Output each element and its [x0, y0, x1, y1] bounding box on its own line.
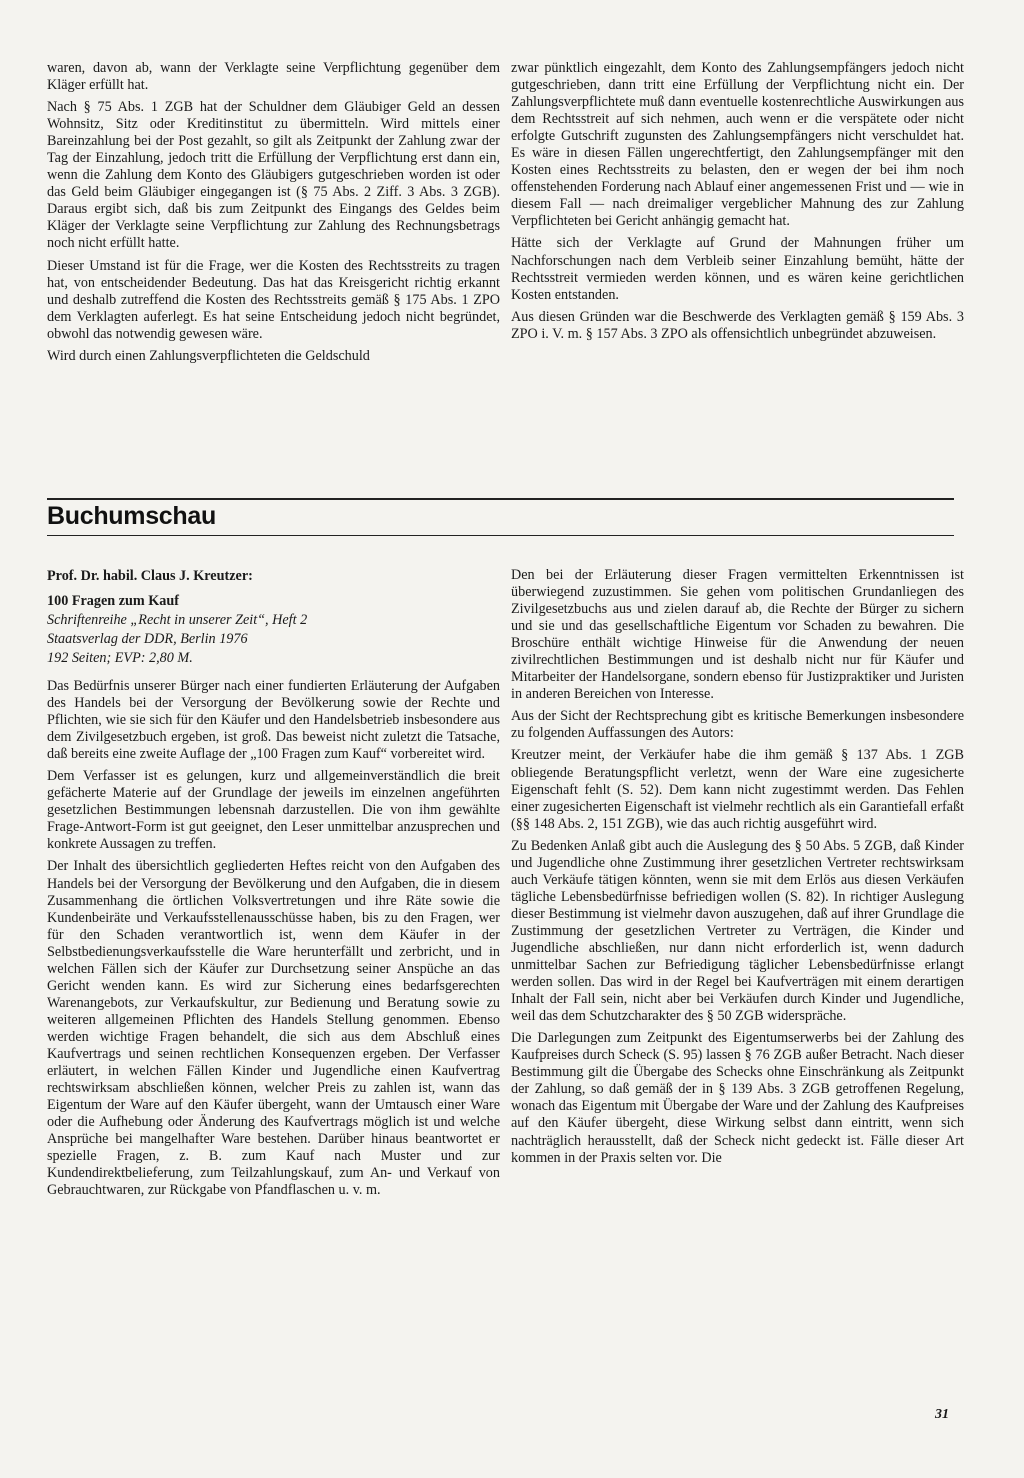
- paragraph: Aus der Sicht der Rechtsprechung gibt es kritische Bemerkungen insbesondere zu folgenden Auffassungen des Autors:: [511, 708, 964, 742]
- review-right-column: [511, 567, 964, 1172]
- page-number: 31: [935, 1407, 949, 1422]
- book-series: Schriftenreihe „Recht in unserer Zeit“, Heft 2: [47, 612, 308, 628]
- section-title: Buchumschau: [47, 502, 216, 530]
- paragraph: Kreutzer meint, der Verkäufer habe die ihm gemäß § 137 Abs. 1 ZGB obliegende Beratungspflicht verletzt, wenn der Ware eine zugesicherte Eigenschaft fehlt (S. 52). Dem kann nicht zugestimmt werden. Das Fehlen einer zugesicherten Eigenschaft ist vielmehr rechtlich als ein Garantiefall erfaßt (§§ 148 Abs. 2, 151 ZGB), wie das auch richtig ausgeführt wird.: [511, 747, 964, 832]
- section-rule-bottom: [47, 535, 954, 536]
- review-left-column: [47, 567, 500, 1204]
- paragraph: Den bei der Erläuterung dieser Fragen vermittelten Erkenntnissen ist überwiegend zuzustimmen. Sie gehen vom politischen Grundanliegen des Zivilgesetzbuchs aus und zielen darauf ab, die Rechte der Bürger zu sichern und sie und das gesellschaftliche Eigentum vor Schaden zu bewahren. Die Broschüre enthält wichtige Hinweise für die Anwendung der neuen zivilrechtlichen Bestimmungen und ist deshalb nicht nur für Käufer und Mitarbeiter der Handelsorgane, sondern ebenso für Justizpraktiker und Juristen in anderen Bereichen von Interesse.: [511, 567, 964, 703]
- paragraph: Das Bedürfnis unserer Bürger nach einer fundierten Erläuterung der Aufgaben des Handels bei der Versorgung der Bevölkerung sowie der Rechte und Pflichten, wie sie sich für den Käufer und den Handelsbetrieb insbesondere aus dem Zivilgesetzbuch ergeben, ist groß. Das beweist nicht zuletzt die Tatsache, daß bereits eine zweite Auflage der „100 Fragen zum Kauf“ vorbereitet wird.: [47, 678, 500, 763]
- book-pages-price: 192 Seiten; EVP: 2,80 M.: [47, 650, 193, 666]
- paragraph: waren, davon ab, wann der Verklagte seine Verpflichtung gegenüber dem Kläger erfüllt hat.: [47, 60, 500, 94]
- paragraph: Wird durch einen Zahlungsverpflichteten die Geldschuld: [47, 347, 370, 364]
- paragraph: Nach § 75 Abs. 1 ZGB hat der Schuldner dem Gläubiger Geld an dessen Wohnsitz, Sitz oder Kreditinstitut zu übermitteln. Wird mittels einer Bareinzahlung bei der Post gezahlt, so gilt als Zeitpunkt der Zahlung zwar der Tag der Einzahlung, jedoch tritt die Erfüllung der Verpflichtung erst dann ein, wenn die Zahlung dem Konto des Gläubigers gutgeschrieben worden ist oder das Geld beim Gläubiger eingegangen ist (§ 75 Abs. 2 Ziff. 3 Abs. 3 ZGB). Daraus ergibt sich, daß bis zum Zeitpunkt des Eingangs des Geldes beim Kläger der Verklagte seine Verpflichtung zur Zahlung des Rechnungsbetrags noch nicht erfüllt hatte.: [47, 99, 500, 252]
- top-right-column: [511, 60, 964, 348]
- book-publisher: Staatsverlag der DDR, Berlin 1976: [47, 631, 248, 647]
- paragraph: zwar pünktlich eingezahlt, dem Konto des Zahlungsempfängers jedoch nicht gutgeschrieben, dann tritt eine Erfüllung der Verpflichtung nicht ein. Der Zahlungsverpflichtete muß dann eventuelle kostenrechtliche Auswirkungen aus dem Rechtsstreit auf sich nehmen, auch wenn er die verspätete oder nicht erfolgte Gutschrift zugunsten des Zahlungsempfängers nicht verschuldet hat. Es wäre in diesen Fällen ungerechtfertigt, den Zahlungsempfänger mit den Kosten eines Rechtsstreits zu belasten, den er wegen der bei ihm noch offenstehenden Forderung nach Ablauf einer angemessenen Frist und — wie in diesem Fall — nach dreimaliger vergeblicher Mahnung des zur Zahlung Verpflichteten bei Gericht anhängig gemacht hat.: [511, 60, 964, 230]
- top-left-column: [47, 60, 500, 370]
- review-header: [47, 567, 500, 668]
- paragraph: Hätte sich der Verklagte auf Grund der Mahnungen früher um Nachforschungen nach dem Verbleib seiner Einzahlung bemüht, hätte der Rechtsstreit vermieden werden können, und es wären keine gerichtlichen Kosten entstanden.: [511, 235, 964, 303]
- section-rule-top: [47, 498, 954, 500]
- review-author: Prof. Dr. habil. Claus J. Kreutzer:: [47, 568, 253, 584]
- paragraph: Zu Bedenken Anlaß gibt auch die Auslegung des § 50 Abs. 5 ZGB, daß Kinder und Jugendliche ohne Zustimmung ihrer gesetzlichen Vertreter rechtswirksam auch Verkäufe tätigen könnten, wenn sie mit dem Erlös aus diesen Verkäufen tägliche Lebensbedürfnisse befriedigen wollen (S. 82). In richtiger Auslegung dieser Bestimmung ist vielmehr davon auszugehen, daß auf ihrer Grundlage die Zustimmung der gesetzlichen Vertreter zu Verträgen, die Kinder und Jugendliche abschließen, nur dann nicht erforderlich ist, wenn dadurch unmittelbar Sachen zur Befriedigung täglicher Lebensbedürfnisse erlangt werden sollen. Das wird in der Regel bei Kaufverträgen mit einem derartigen Inhalt der Fall sein, nicht aber bei Verkäufen durch Kinder und Jugendliche, weil das dem Schutzcharakter des § 50 ZGB widerspräche.: [511, 837, 964, 1025]
- paragraph: Dem Verfasser ist es gelungen, kurz und allgemeinverständlich die breit gefächerte Materie auf der Grundlage der jeweils im einzelnen angeführten gesetzlichen Bestimmungen lebensnah darzustellen. Die von ihm gewählte Frage-Antwort-Form ist gut geeignet, den Leser unmittelbar anzusprechen und konkrete Aussagen zu treffen.: [47, 768, 500, 853]
- paragraph: Dieser Umstand ist für die Frage, wer die Kosten des Rechtsstreits zu tragen hat, von entscheidender Bedeutung. Das hat das Kreisgericht richtig erkannt und deshalb zutreffend die Kosten des Rechtsstreits gemäß § 175 Abs. 1 ZPO dem Verklagten auferlegt. Es hat seine Entscheidung jedoch nicht begründet, obwohl das notwendig gewesen wäre.: [47, 257, 500, 342]
- paragraph: Die Darlegungen zum Zeitpunkt des Eigentumserwerbs bei der Zahlung des Kaufpreises durch Scheck (S. 95) lassen § 76 ZGB außer Betracht. Nach dieser Bestimmung gilt die Übergabe des Schecks ohne Einschränkung als Zeitpunkt der Zahlung, so daß gemäß der in § 139 Abs. 3 ZGB getroffenen Regelung, wonach das Eigentum mit Übergabe der Ware und der Zahlung des Kaufpreises auf den Käufer übergeht, diese Wirkung selbst dann eintritt, wenn sich nachträglich herausstellt, daß der Scheck nicht gedeckt ist. Fälle dieser Art kommen in der Praxis selten vor. Die: [511, 1030, 964, 1166]
- book-title: 100 Fragen zum Kauf: [47, 593, 180, 609]
- paragraph: Der Inhalt des übersichtlich gegliederten Heftes reicht von den Aufgaben des Handels bei der Versorgung der Bevölkerung und den Aufgaben, die in diesem Zusammenhang die örtlichen Volksvertretungen und ihre Räte sowie die Kundenbeiräte und Verkaufsstellenausschüsse haben, bis zu den Fragen, wer für den Schaden verantwortlich ist, wenn dem Käufer in der Selbstbedienungsverkaufsstelle die Ware herunterfällt und zerbricht, und in welchen Fällen sich der Käufer zur Durchsetzung seiner Anspüche an das Gericht wenden kann. Es wird zur Sicherung eines bedarfsgerechten Warenangebots, zur Verkaufskultur, zur Bedienung und Beratung sowie zu weiteren allgemeinen Pflichten des Handels Stellung genommen. Ebenso werden wichtige Fragen behandelt, die sich aus dem Abschluß eines Kaufvertrags und seinen rechtlichen Konsequenzen ergeben. Der Verfasser erläutert, in welchen Fällen Kinder und Jugendliche einen Kaufvertrag rechtswirksam abschließen können, welcher Preis zu zahlen ist, wann das Eigentum der Ware auf den Käufer übergeht, wann der Umtausch einer Ware oder die Aufhebung oder Änderung des Kaufvertrags möglich ist und welche Ansprüche bei mangelhafter Ware bestehen. Darüber hinaus beantwortet er spezielle Fragen, z. B. zum Kauf nach Muster und zur Kundendirektbelieferung, zum Teilzahlungskauf, zum An- und Verkauf von Gebrauchtwaren, zur Rückgabe von Pfandflaschen u. v. m.: [47, 858, 500, 1199]
- paragraph: Aus diesen Gründen war die Beschwerde des Verklagten gemäß § 159 Abs. 3 ZPO i. V. m. § 157 Abs. 3 ZPO als offensichtlich unbegründet abzuweisen.: [511, 308, 964, 342]
